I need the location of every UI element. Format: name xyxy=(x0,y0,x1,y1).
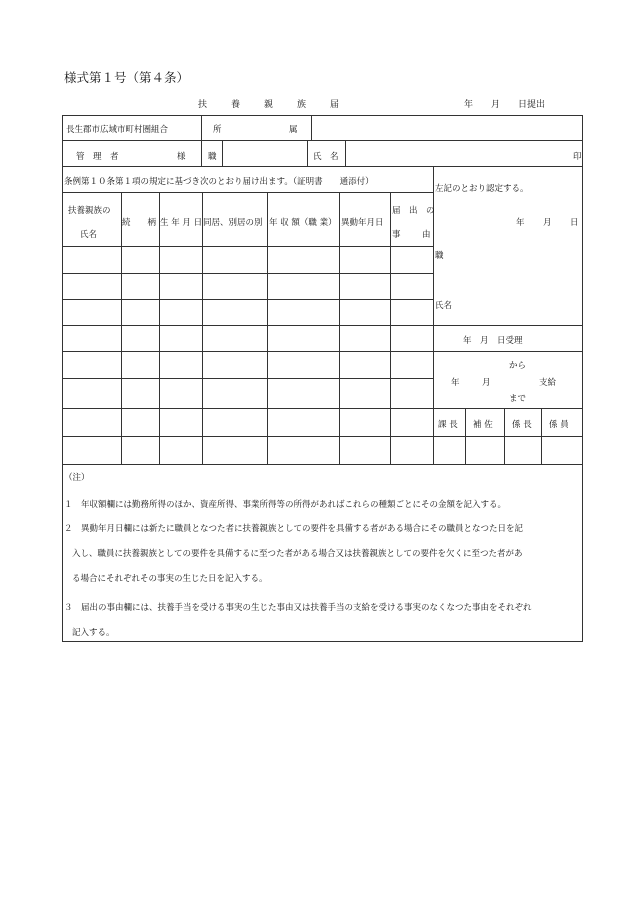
period-until: まで xyxy=(509,394,527,404)
title-char: 親 xyxy=(264,100,274,110)
title-char: 届 xyxy=(330,100,340,110)
honorific: 様 xyxy=(177,152,186,162)
col-reason: 事 xyxy=(392,230,401,240)
manager-label: 管 理 者 xyxy=(76,152,119,162)
certification-text: 左記のとおり認定する。 xyxy=(435,184,529,194)
received-date: 年 月 日受理 xyxy=(463,336,523,346)
organization-name: 長生郡市広域市町村圏組合 xyxy=(66,125,169,135)
col-dependent-name: 氏名 xyxy=(80,230,98,240)
submit-date: 年 月 日提出 xyxy=(464,100,546,110)
note-2: ２ 異動年月日欄には新たに職員となつた者に扶養親族としての要件を具備する者がある場合にその職員となつた日を記 xyxy=(64,524,524,534)
affiliation-label: 所 xyxy=(213,125,222,135)
col-annual-income: 年 収 額（職 業） xyxy=(269,218,337,228)
seal-mark: 印 xyxy=(573,152,582,162)
col-birthdate: 生 年 月 日 xyxy=(160,218,203,228)
title-char: 扶 xyxy=(198,100,208,110)
stamp-subsection-chief: 係 長 xyxy=(512,420,532,430)
col-dependent-name: 扶養親族の xyxy=(68,206,111,216)
cert-date-day: 日 xyxy=(570,218,579,228)
statement-text: 条例第１０条第１項の規定に基づき次のとおり届け出ます。（証明書 通添付） xyxy=(64,177,374,187)
note-1: １ 年収額欄には勤務所得のほか、資産所得、事業所得等の所得があればこれらの種類ごとにその金額を記入する。 xyxy=(64,500,507,510)
title-char: 養 xyxy=(231,100,241,110)
stamp-staff: 係 員 xyxy=(549,420,569,430)
period-month: 月 xyxy=(482,378,491,388)
affiliation-label: 属 xyxy=(289,125,298,135)
cert-position-label: 職 xyxy=(435,251,444,261)
form-table xyxy=(62,115,583,642)
col-reason: 由 xyxy=(422,230,431,240)
note-2: る場合にそれぞれその事実の生じた日を記入する。 xyxy=(72,574,268,584)
title-char: 族 xyxy=(297,100,307,110)
allowance-label: 支給 xyxy=(539,378,557,388)
col-cohabitation: 同居、別居の別 xyxy=(203,218,263,228)
cert-date-month: 月 xyxy=(543,218,552,228)
name-label: 氏 名 xyxy=(313,152,339,162)
period-from: から xyxy=(509,361,527,371)
col-change-date: 異動年月日 xyxy=(341,218,384,228)
col-reason: 届 出 の xyxy=(392,206,435,216)
note-2: 入し、職員に扶養親族としての要件を具備するに至つた者がある場合又は扶養親族としての要件を欠くに至つた者があ xyxy=(72,549,523,559)
cert-date-year: 年 xyxy=(516,218,525,228)
note-3: ３ 届出の事由欄には、扶養手当を受ける事実の生じた事由又は扶養手当の支給を受ける事実のなくなつた事由をそれぞれ xyxy=(64,603,532,613)
note-3: 記入する。 xyxy=(72,628,115,638)
cert-name-label: 氏名 xyxy=(435,301,453,311)
stamp-section-chief: 課 長 xyxy=(438,420,458,430)
col-relation: 続 柄 xyxy=(122,218,157,228)
notes-heading: （注） xyxy=(64,473,90,483)
stamp-assistant: 補 佐 xyxy=(473,420,493,430)
position-label: 職 xyxy=(208,152,217,162)
form-number-label: 様式第１号（第４条） xyxy=(64,70,190,85)
period-year: 年 xyxy=(451,378,460,388)
